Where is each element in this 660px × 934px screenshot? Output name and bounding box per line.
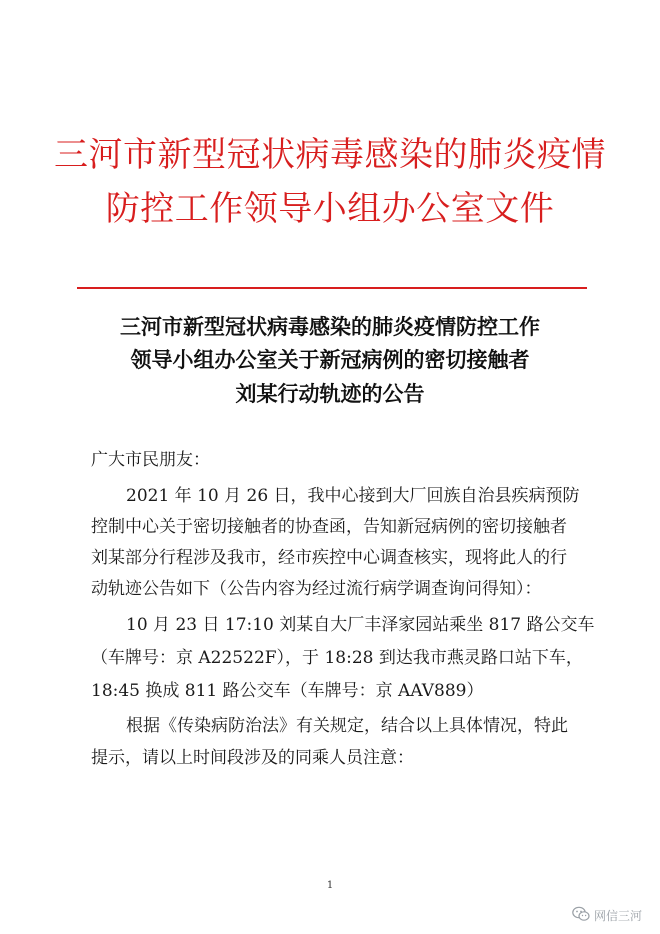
paragraph-1-line-2: 控制中心关于密切接触者的协查函，告知新冠病例的密切接触者 — [91, 517, 567, 537]
document-title-line-1: 三河市新型冠状病毒感染的肺炎疫情防控工作 — [120, 315, 540, 339]
page-number: 1 — [326, 880, 334, 891]
paragraph-1-line-3: 刘某部分行程涉及我市，经市疾控中心调查核实，现将此人的行 — [91, 548, 567, 568]
red-header-line-1: 三河市新型冠状病毒感染的肺炎疫情 — [54, 135, 606, 175]
paragraph-3-line-1: 根据《传染病防治法》有关规定，结合以上具体情况，特此 — [126, 716, 568, 736]
watermark-label: 网信三河 — [593, 909, 642, 923]
red-divider — [77, 287, 587, 289]
paragraph-2-line-1: 10 月 23 日 17:10 刘某自大厂丰泽家园站乘坐 817 路公交车 — [126, 615, 595, 635]
salutation: 广大市民朋友： — [91, 450, 210, 470]
paragraph-3-line-2: 提示，请以上时间段涉及的同乘人员注意： — [91, 748, 414, 768]
red-header-line-2: 防控工作领导小组办公室文件 — [105, 189, 555, 229]
document-title-line-2: 领导小组办公室关于新冠病例的密切接触者 — [130, 348, 530, 372]
paragraph-2-line-2: （车牌号：京 A22522F），于 18:28 到达我市燕灵路口站下车， — [91, 648, 583, 668]
paragraph-1-line-1: 2021 年 10 月 26 日，我中心接到大厂回族自治县疾病预防 — [126, 486, 580, 506]
paragraph-2-line-3: 18:45 换成 811 路公交车（车牌号：京 AAV889） — [91, 681, 484, 701]
paragraph-1-line-4: 动轨迹公告如下（公告内容为经过流行病学调查询问得知）： — [91, 579, 542, 599]
wechat-icon — [572, 906, 594, 925]
wechat-watermark — [572, 906, 642, 925]
document-title-line-3: 刘某行动轨迹的公告 — [235, 382, 425, 406]
